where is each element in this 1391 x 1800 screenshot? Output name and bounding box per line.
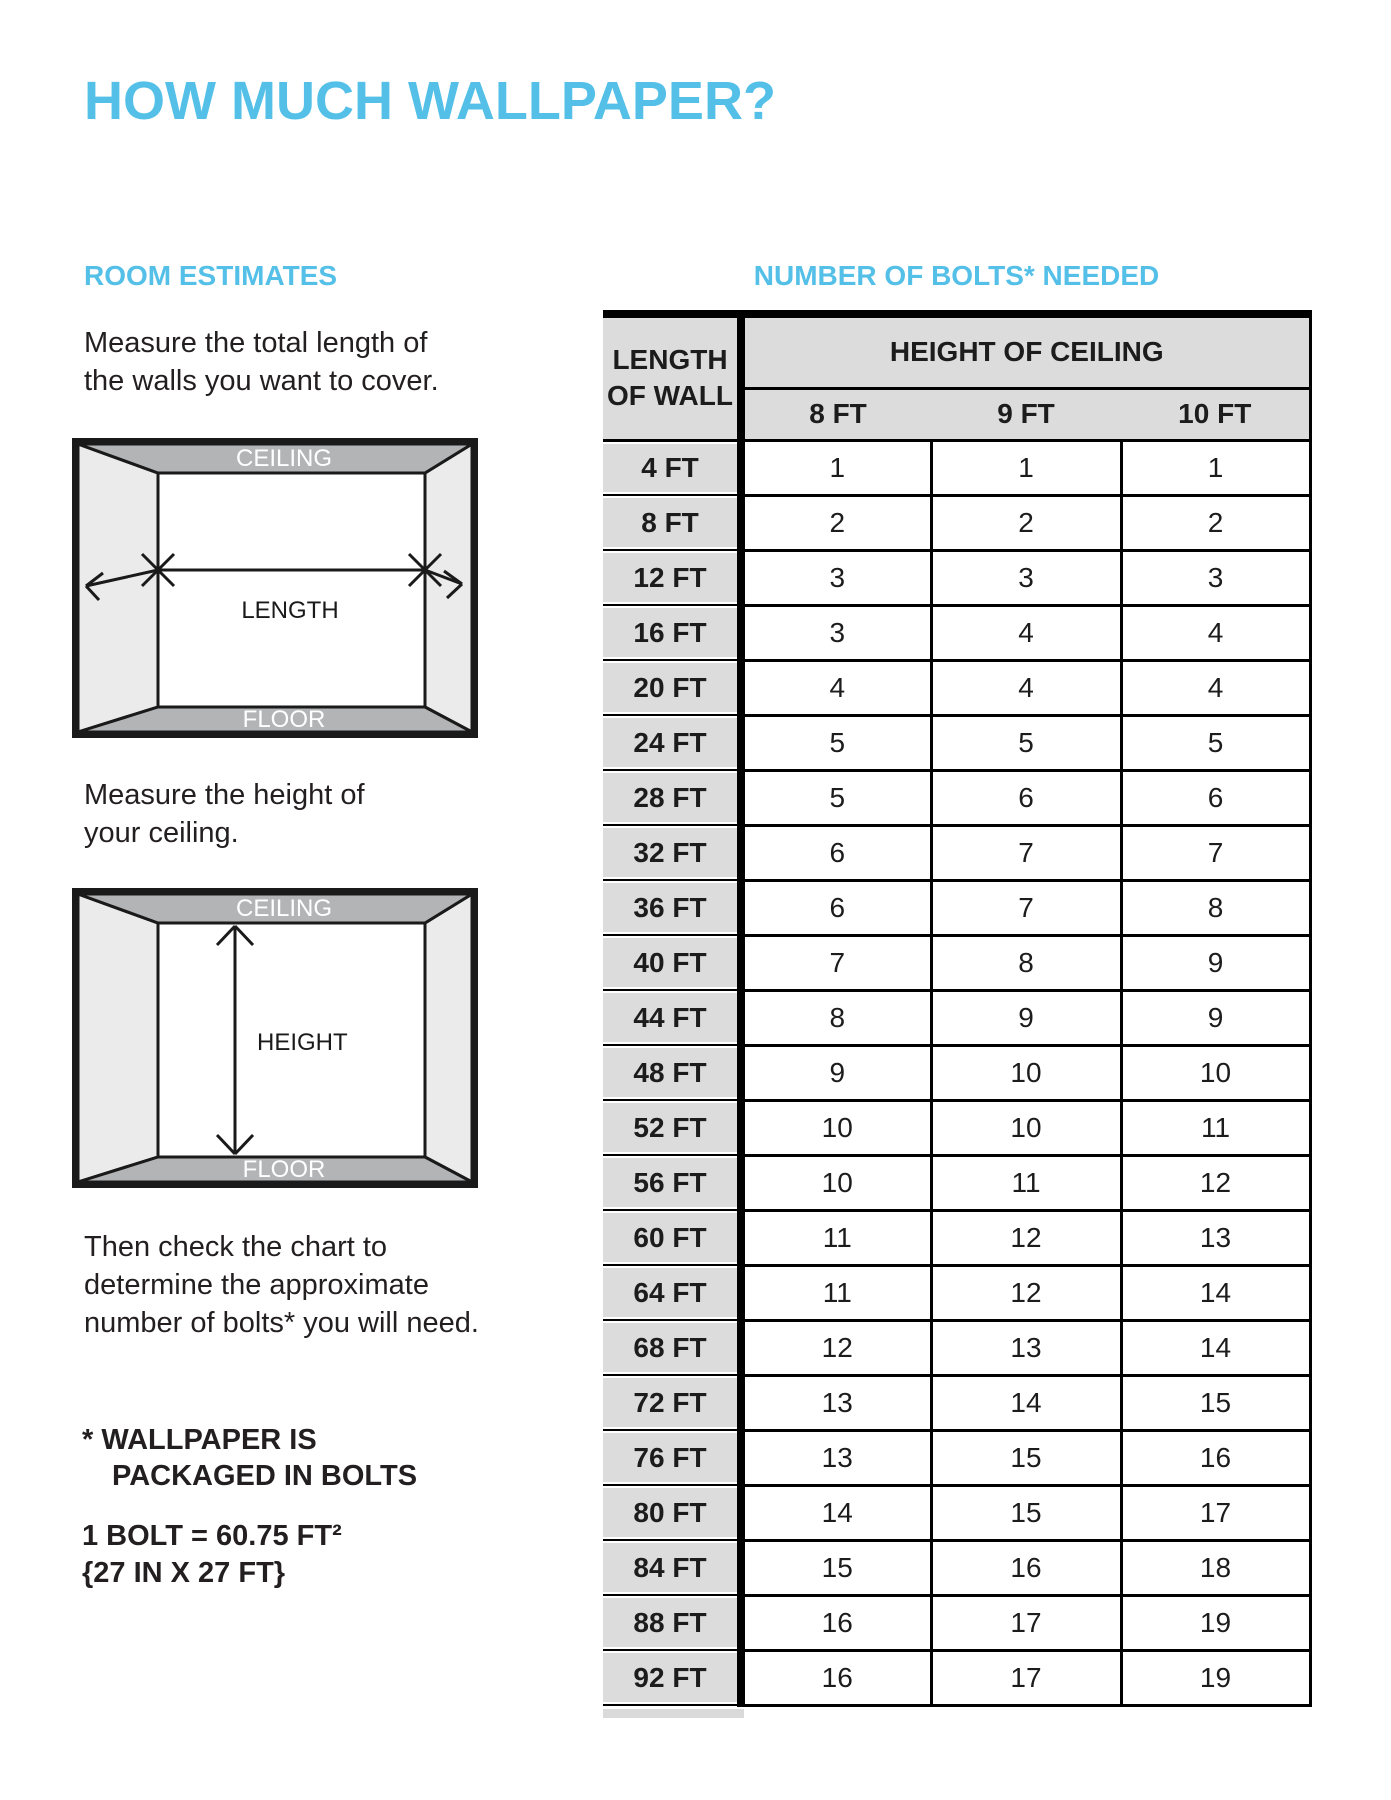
bolt-count-cell: 3 [741,550,931,605]
bolt-count-cell: 6 [931,770,1121,825]
paragraph-line: the walls you want to cover. [84,365,439,397]
bolt-count-cell: 19 [1121,1650,1310,1705]
bolt-count-cell: 7 [741,935,931,990]
left-wall [78,444,158,732]
bolt-count-cell: 12 [931,1210,1121,1265]
bolt-count-cell: 17 [1121,1485,1310,1540]
bolt-count-cell: 11 [931,1155,1121,1210]
table-row [603,1485,1310,1540]
ceiling-label: CEILING [235,895,333,922]
height-label: HEIGHT [257,1029,348,1056]
bolt-count-cell: 10 [931,1045,1121,1100]
wall-length-label: 36 FT [603,880,741,935]
table-row [603,550,1310,605]
footnote-line: * WALLPAPER IS [82,1424,317,1456]
bolt-count-cell: 13 [741,1375,931,1430]
bolt-count-cell: 16 [931,1540,1121,1595]
back-wall [158,473,425,707]
table-row [603,1320,1310,1375]
paragraph-line: your ceiling. [84,817,239,849]
bolt-count-cell: 9 [1121,935,1310,990]
wall-length-label: 60 FT [603,1210,741,1265]
table-row [603,1265,1310,1320]
bolt-count-cell: 19 [1121,1595,1310,1650]
paragraph-line: number of bolts* you will need. [84,1307,479,1339]
bolt-count-cell: 17 [931,1650,1121,1705]
measure-length-paragraph [84,324,439,400]
table-footer-gray-strip [603,1709,744,1718]
wall-length-label: 28 FT [603,770,741,825]
bolts-table [603,310,1312,1707]
bolt-count-cell: 2 [931,495,1121,550]
floor-label: FLOOR [242,706,326,733]
bolt-count-cell: 5 [741,770,931,825]
wall-length-label: 52 FT [603,1100,741,1155]
wall-length-label: 80 FT [603,1485,741,1540]
column-header-10ft: 10 FT [1121,388,1310,440]
bolt-count-cell: 2 [1121,495,1310,550]
footnote-line: PACKAGED IN BOLTS [112,1460,418,1492]
table-row [603,1210,1310,1265]
wall-length-label: 32 FT [603,825,741,880]
bolt-count-cell: 8 [1121,880,1310,935]
table-row [603,880,1310,935]
bolt-count-cell: 13 [931,1320,1121,1375]
bolt-count-cell: 15 [741,1540,931,1595]
room-estimates-heading: ROOM ESTIMATES [84,260,338,291]
bolt-count-cell: 9 [931,990,1121,1045]
table-row [603,1100,1310,1155]
bolt-count-cell: 12 [1121,1155,1310,1210]
table-row [603,825,1310,880]
ceiling-label: CEILING [235,445,333,472]
bolt-count-cell: 7 [931,825,1121,880]
bolt-count-cell: 10 [931,1100,1121,1155]
height-of-ceiling-header: HEIGHT OF CEILING [741,314,1310,388]
bolt-count-cell: 6 [1121,770,1310,825]
right-wall [425,444,472,732]
wall-length-label: 12 FT [603,550,741,605]
bolt-count-cell: 8 [741,990,931,1045]
bolt-count-cell: 17 [931,1595,1121,1650]
bolt-count-cell: 5 [1121,715,1310,770]
bolt-size-info [82,1518,342,1592]
table-row [603,1650,1310,1705]
bolt-count-cell: 8 [931,935,1121,990]
wall-length-label: 16 FT [603,605,741,660]
room-length-diagram [72,438,478,738]
bolt-count-cell: 10 [741,1100,931,1155]
wall-length-label: 68 FT [603,1320,741,1375]
bolt-count-cell: 2 [741,495,931,550]
wall-length-label: 20 FT [603,660,741,715]
bolts-needed-heading: NUMBER OF BOLTS* NEEDED [753,260,1160,291]
bolt-count-cell: 1 [741,440,931,495]
wall-length-label: 40 FT [603,935,741,990]
wall-length-label: 56 FT [603,1155,741,1210]
table-row [603,1045,1310,1100]
bolt-count-cell: 13 [741,1430,931,1485]
bolt-count-cell: 1 [1121,440,1310,495]
floor-label: FLOOR [242,1156,326,1183]
bolt-count-cell: 3 [1121,550,1310,605]
page-title: HOW MUCH WALLPAPER? [84,71,776,131]
right-wall [425,894,472,1182]
column-header-9ft: 9 FT [931,388,1121,440]
bolt-count-cell: 14 [931,1375,1121,1430]
bolt-count-cell: 16 [741,1650,931,1705]
table-row [603,990,1310,1045]
bolt-count-cell: 4 [931,605,1121,660]
wall-length-label: 76 FT [603,1430,741,1485]
table-row [603,935,1310,990]
length-label: LENGTH [241,597,339,624]
wall-length-label: 8 FT [603,495,741,550]
wall-length-label: 84 FT [603,1540,741,1595]
paragraph-line: determine the approximate [84,1269,429,1301]
bolt-size-line: 1 BOLT = 60.75 FT² [82,1520,342,1552]
bolt-count-cell: 15 [931,1430,1121,1485]
bolt-count-cell: 12 [741,1320,931,1375]
bolt-count-cell: 14 [1121,1320,1310,1375]
wall-length-label: 44 FT [603,990,741,1045]
wall-length-label: 64 FT [603,1265,741,1320]
bolt-count-cell: 12 [931,1265,1121,1320]
bolt-count-cell: 16 [1121,1430,1310,1485]
room-height-diagram [72,888,478,1188]
bolt-count-cell: 6 [741,880,931,935]
wall-length-label: 4 FT [603,440,741,495]
measure-height-paragraph [84,776,365,852]
bolt-count-cell: 9 [1121,990,1310,1045]
wall-length-label: 48 FT [603,1045,741,1100]
bolt-count-cell: 18 [1121,1540,1310,1595]
table-row [603,1540,1310,1595]
bolt-size-line: {27 IN X 27 FT} [82,1557,286,1589]
table-row [603,605,1310,660]
bolt-count-cell: 9 [741,1045,931,1100]
table-row [603,1595,1310,1650]
paragraph-line: Measure the height of [84,779,365,811]
length-of-wall-header: LENGTH OF WALL [603,314,741,440]
bolt-count-cell: 16 [741,1595,931,1650]
table-row [603,440,1310,495]
bolt-count-cell: 15 [1121,1375,1310,1430]
bolt-count-cell: 5 [931,715,1121,770]
bolts-table-body [603,440,1310,1705]
check-chart-paragraph [84,1228,479,1342]
left-wall [78,894,158,1182]
table-row [603,660,1310,715]
bolt-count-cell: 14 [1121,1265,1310,1320]
bolt-count-cell: 4 [1121,605,1310,660]
column-header-8ft: 8 FT [741,388,931,440]
bolt-count-cell: 4 [1121,660,1310,715]
paragraph-line: Then check the chart to [84,1231,388,1263]
bolt-count-cell: 6 [741,825,931,880]
bolt-count-cell: 10 [1121,1045,1310,1100]
bolt-count-cell: 5 [741,715,931,770]
bolt-count-cell: 11 [741,1210,931,1265]
paragraph-line: Measure the total length of [84,327,428,359]
bolt-count-cell: 3 [741,605,931,660]
bolt-count-cell: 14 [741,1485,931,1540]
bolt-count-cell: 11 [1121,1100,1310,1155]
table-row [603,1375,1310,1430]
bolt-count-cell: 7 [931,880,1121,935]
bolt-count-cell: 15 [931,1485,1121,1540]
wall-length-label: 24 FT [603,715,741,770]
wall-length-label: 72 FT [603,1375,741,1430]
table-row [603,715,1310,770]
bolt-count-cell: 10 [741,1155,931,1210]
bolt-count-cell: 1 [931,440,1121,495]
wall-length-label: 88 FT [603,1595,741,1650]
bolt-count-cell: 7 [1121,825,1310,880]
bolts-footnote [82,1422,417,1494]
table-row [603,495,1310,550]
bolt-count-cell: 11 [741,1265,931,1320]
wall-length-label: 92 FT [603,1650,741,1705]
bolt-count-cell: 4 [741,660,931,715]
table-row [603,770,1310,825]
bolt-count-cell: 4 [931,660,1121,715]
table-row [603,1430,1310,1485]
bolt-count-cell: 13 [1121,1210,1310,1265]
table-row [603,1155,1310,1210]
bolt-count-cell: 3 [931,550,1121,605]
